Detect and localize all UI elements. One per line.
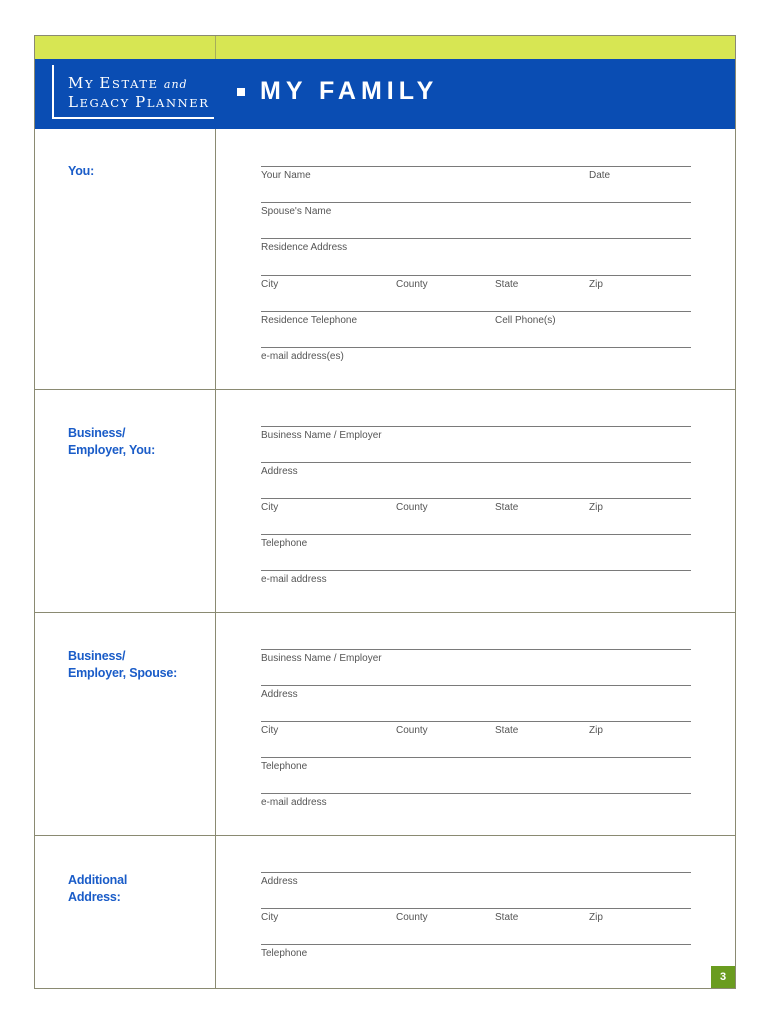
field-label-zip: Zip bbox=[589, 912, 603, 923]
field-label-county: County bbox=[396, 725, 428, 736]
field-line-city-county-state-zip[interactable] bbox=[261, 498, 691, 499]
field-label-email: e-mail address bbox=[261, 574, 327, 585]
field-label-city: City bbox=[261, 279, 279, 290]
field-label-email: e-mail address(es) bbox=[261, 351, 344, 362]
section-divider bbox=[35, 389, 735, 390]
section-divider bbox=[35, 612, 735, 613]
field-label-city: City bbox=[261, 725, 279, 736]
field-line-your-name[interactable] bbox=[261, 166, 691, 167]
field-line-address[interactable] bbox=[261, 462, 691, 463]
planner-logo bbox=[52, 65, 214, 119]
field-label-date: Date bbox=[589, 170, 611, 181]
field-label-state: State bbox=[495, 502, 519, 513]
field-label-business-name: Business Name / Employer bbox=[261, 653, 382, 664]
field-line-email[interactable] bbox=[261, 570, 691, 571]
page-title: MY FAMILY bbox=[237, 77, 438, 106]
field-line-email[interactable] bbox=[261, 347, 691, 348]
field-line-telephone[interactable] bbox=[261, 757, 691, 758]
field-label-spouse-name: Spouse's Name bbox=[261, 206, 332, 217]
field-label-county: County bbox=[396, 912, 428, 923]
field-label-address: Address bbox=[261, 876, 298, 887]
page-number-badge: 3 bbox=[711, 966, 735, 988]
logo-line-2: LEGACY PLANNER bbox=[68, 93, 210, 111]
field-line-residence-address[interactable] bbox=[261, 238, 691, 239]
square-bullet-icon bbox=[237, 88, 245, 96]
field-line-city-county-state-zip[interactable] bbox=[261, 908, 691, 909]
field-line-city-county-state-zip[interactable] bbox=[261, 721, 691, 722]
field-label-address: Address bbox=[261, 466, 298, 477]
field-line-business-name[interactable] bbox=[261, 426, 691, 427]
field-label-email: e-mail address bbox=[261, 797, 327, 808]
field-label-county: County bbox=[396, 279, 428, 290]
section-divider bbox=[35, 835, 735, 836]
field-label-zip: Zip bbox=[589, 725, 603, 736]
section-label-additional-address: Additional Address: bbox=[68, 873, 128, 904]
field-label-telephone: Telephone bbox=[261, 948, 308, 959]
field-label-county: County bbox=[396, 502, 428, 513]
field-label-zip: Zip bbox=[589, 279, 603, 290]
field-line-business-name[interactable] bbox=[261, 649, 691, 650]
field-label-state: State bbox=[495, 912, 519, 923]
field-line-email[interactable] bbox=[261, 793, 691, 794]
field-label-telephone: Telephone bbox=[261, 538, 308, 549]
field-line-address[interactable] bbox=[261, 685, 691, 686]
field-line-spouse-name[interactable] bbox=[261, 202, 691, 203]
field-label-your-name: Your Name bbox=[261, 170, 311, 181]
page-header bbox=[35, 59, 735, 129]
field-label-state: State bbox=[495, 279, 519, 290]
field-label-residence-address: Residence Address bbox=[261, 242, 348, 253]
field-label-business-name: Business Name / Employer bbox=[261, 430, 382, 441]
field-label-telephone: Telephone bbox=[261, 761, 308, 772]
field-line-address[interactable] bbox=[261, 872, 691, 873]
field-label-city: City bbox=[261, 502, 279, 513]
section-label-business-you: Business/ Employer, You: bbox=[68, 426, 156, 457]
field-line-city-county-state-zip[interactable] bbox=[261, 275, 691, 276]
top-bar-divider bbox=[215, 36, 216, 59]
field-line-telephone[interactable] bbox=[261, 534, 691, 535]
field-label-state: State bbox=[495, 725, 519, 736]
field-line-telephones[interactable] bbox=[261, 311, 691, 312]
section-label-you: You: bbox=[68, 164, 95, 178]
top-color-bar bbox=[35, 36, 735, 59]
field-label-cell-phone: Cell Phone(s) bbox=[495, 315, 556, 326]
field-label-city: City bbox=[261, 912, 279, 923]
planner-page bbox=[34, 35, 736, 989]
column-divider bbox=[215, 129, 216, 989]
field-label-address: Address bbox=[261, 689, 298, 700]
field-label-zip: Zip bbox=[589, 502, 603, 513]
field-label-residence-telephone: Residence Telephone bbox=[261, 315, 358, 326]
field-line-telephone[interactable] bbox=[261, 944, 691, 945]
logo-line-1: MY ESTATE and bbox=[68, 74, 188, 92]
section-label-business-spouse: Business/ Employer, Spouse: bbox=[68, 649, 178, 680]
